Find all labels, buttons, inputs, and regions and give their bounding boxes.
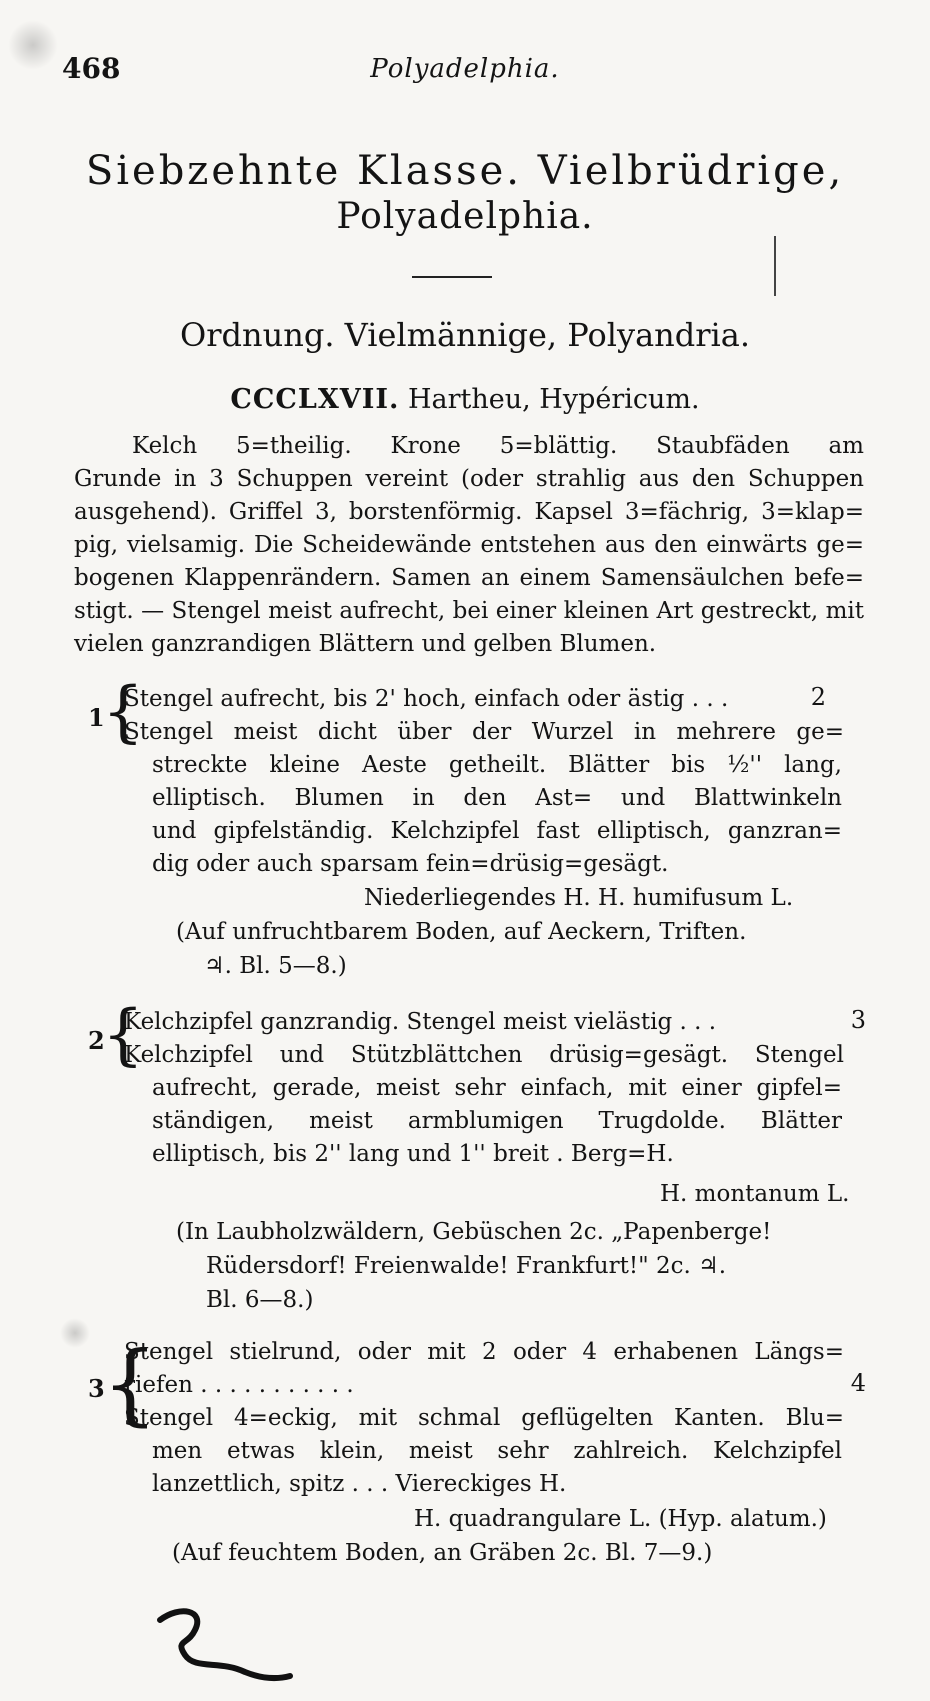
- lead-a: Stengel aufrecht, bis 2' hoch, einfach oder ästig . . .: [124, 686, 729, 712]
- lead-b-line: streckte kleine Aeste getheilt. Blätter bis ½'' lang,: [152, 752, 842, 778]
- goto-number: 2: [810, 683, 826, 711]
- couplet-number: 2: [88, 1026, 105, 1055]
- species-name: H. montanum L.: [660, 1181, 850, 1207]
- lead-a-line: riefen . . . . . . . . . . .: [124, 1372, 354, 1398]
- brace: {: [102, 996, 144, 1073]
- lead-b-line: und gipfelständig. Kelchzipfel fast elliptisch, ganzran=: [152, 818, 842, 844]
- description-line: Grunde in 3 Schuppen vereint (oder strahlig aus den Schuppen: [74, 466, 864, 492]
- key-couplet-3: [88, 1332, 878, 1516]
- genus-heading: [0, 384, 930, 415]
- lead-a-line: Stengel stielrund, oder mit 2 oder 4 erhabenen Längs=: [124, 1339, 844, 1365]
- brace: {: [102, 1332, 158, 1435]
- key-couplet-2: [88, 996, 878, 1176]
- ink-smudge: [60, 1318, 90, 1348]
- lead-b-line: elliptisch, bis 2'' lang und 1'' breit . Berg=H.: [152, 1141, 674, 1167]
- habitat-line: (In Laubholzwäldern, Gebüschen 2c. „Papenberge!: [176, 1219, 772, 1245]
- habitat-line: ♃. Bl. 5—8.): [204, 953, 347, 979]
- order-heading: Ordnung. Vielmännige, Polyandria.: [179, 316, 751, 354]
- species-name: H. quadrangulare L. (Hyp. alatum.): [414, 1506, 827, 1532]
- description-line: pig, vielsamig. Die Scheidewände entstehen aus den einwärts ge=: [74, 532, 864, 558]
- description-line: Kelch 5=theilig. Krone 5=blättig. Staubfäden am: [132, 433, 864, 459]
- description-line: ausgehend). Griffel 3, borstenförmig. Kapsel 3=fächrig, 3=klap=: [74, 499, 864, 525]
- genus-name: Hartheu, Hypéricum.: [407, 384, 700, 415]
- genus-description: [74, 430, 864, 661]
- habitat-line: Rüdersdorf! Freienwalde! Frankfurt!" 2c. ♃.: [206, 1253, 727, 1279]
- description-line: vielen ganzrandigen Blättern und gelben Blumen.: [74, 631, 657, 657]
- description-line: bogenen Klappenrändern. Samen an einem Samensäulchen befe=: [74, 565, 864, 591]
- class-title-line-1: Siebzehnte Klasse. Vielbrüdrige,: [85, 148, 845, 194]
- habitat-line: (Auf feuchtem Boden, an Gräben 2c. Bl. 7—9.): [172, 1540, 713, 1566]
- lead-b-line: elliptisch. Blumen in den Ast= und Blattwinkeln: [152, 785, 842, 811]
- couplet-number: 3: [88, 1374, 105, 1403]
- goto-number: 4: [850, 1369, 866, 1397]
- title-divider: [412, 276, 492, 278]
- description-line: stigt. — Stengel meist aufrecht, bei einer kleinen Art gestreckt, mit: [74, 598, 864, 624]
- lead-b-line: Stengel 4=eckig, mit schmal geflügelten Kanten. Blu=: [124, 1405, 844, 1431]
- habitat-line: (Auf unfruchtbarem Boden, auf Aeckern, Triften.: [176, 919, 747, 945]
- class-title: [60, 148, 870, 240]
- brace: {: [102, 673, 144, 750]
- class-title-line-2: Polyadelphia.: [336, 196, 594, 237]
- lead-b-line: men etwas klein, meist sehr zahlreich. Kelchzipfel: [152, 1438, 842, 1464]
- lead-b-line: Kelchzipfel und Stützblättchen drüsig=gesägt. Stengel: [124, 1042, 844, 1068]
- ink-flourish: [150, 1600, 310, 1690]
- lead-b-line: dig oder auch sparsam fein=drüsig=gesägt.: [152, 851, 669, 877]
- lead-b-line: aufrecht, gerade, meist sehr einfach, mit einer gipfel=: [152, 1075, 842, 1101]
- species-name: Niederliegendes H. H. humifusum L.: [364, 885, 794, 911]
- margin-mark: [774, 236, 776, 296]
- habitat-line: Bl. 6—8.): [206, 1287, 314, 1313]
- couplet-number: 1: [88, 703, 105, 732]
- page-number: 468: [62, 52, 121, 85]
- page-header: [0, 52, 930, 92]
- lead-b-line: ständigen, meist armblumigen Trugdolde. Blätter: [152, 1108, 842, 1134]
- genus-number: CCCLXVII.: [230, 384, 400, 415]
- running-head: Polyadelphia.: [370, 54, 560, 84]
- goto-number: 3: [850, 1006, 866, 1034]
- lead-a: Kelchzipfel ganzrandig. Stengel meist vielästig . . .: [124, 1009, 717, 1035]
- lead-b-line: lanzettlich, spitz . . . Viereckiges H.: [152, 1471, 567, 1497]
- lead-b-line: Stengel meist dicht über der Wurzel in mehrere ge=: [124, 719, 844, 745]
